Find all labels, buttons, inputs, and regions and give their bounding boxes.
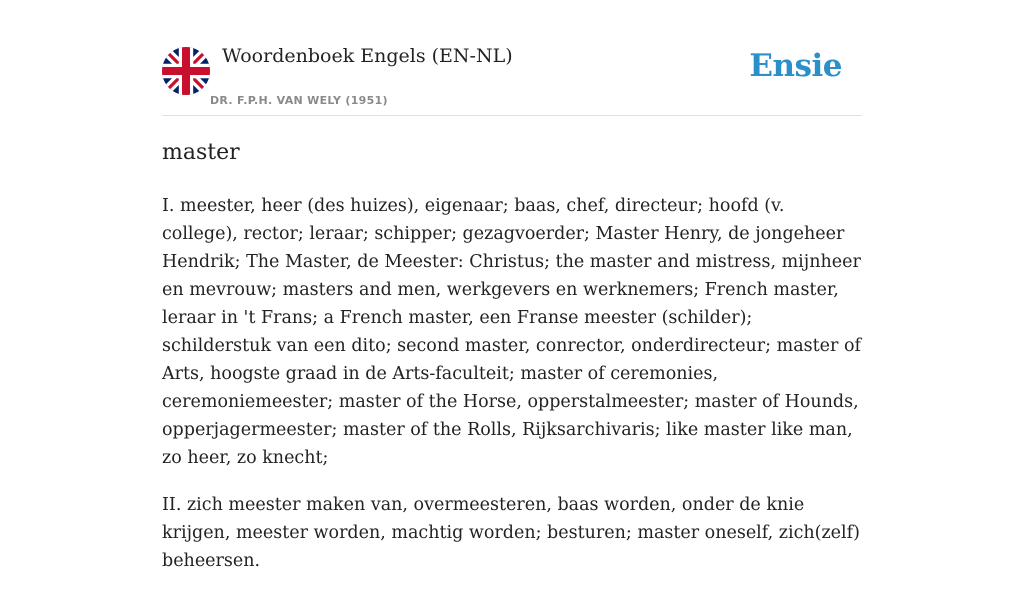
- dictionary-author: DR. F.P.H. VAN WELY (1951): [210, 94, 388, 107]
- dictionary-title[interactable]: Woordenboek Engels (EN-NL): [222, 45, 513, 67]
- entry-term: master: [162, 140, 240, 165]
- definition-part-2: II. zich meester maken van, overmeesteren, baas worden, onder de knie krijgen, meester worden, machtig worden; besturen; master oneself, zich(zelf) beheersen.: [162, 495, 860, 571]
- ensie-logo-link[interactable]: Ensie: [749, 48, 842, 84]
- uk-flag-icon: [162, 47, 210, 95]
- entry-definition: [162, 192, 862, 594]
- definition-part-1: I. meester, heer (des huizes), eigenaar; baas, chef, directeur; hoofd (v. college), rector; leraar; schipper; gezagvoerder; Master Henry, de jongeheer Hendrik; The Master, de Meester: Christus; the master and mistress, mijnheer en mevrouw; masters and men, werkgevers en werknemers; French master, leraar in 't Frans; a French master, een Franse meester (schilder); schilderstuk van een dito; second master, conrector, onderdirecteur; master of Arts, hoogste graad in de Arts-faculteit; master of ceremonies, ceremoniemeester; master of the Horse, opperstalmeester; master of Hounds, opperjagermeester; master of the Rolls, Rijksarchivaris; like master like man, zo heer, zo knecht;: [162, 196, 861, 468]
- dictionary-header: [162, 40, 862, 116]
